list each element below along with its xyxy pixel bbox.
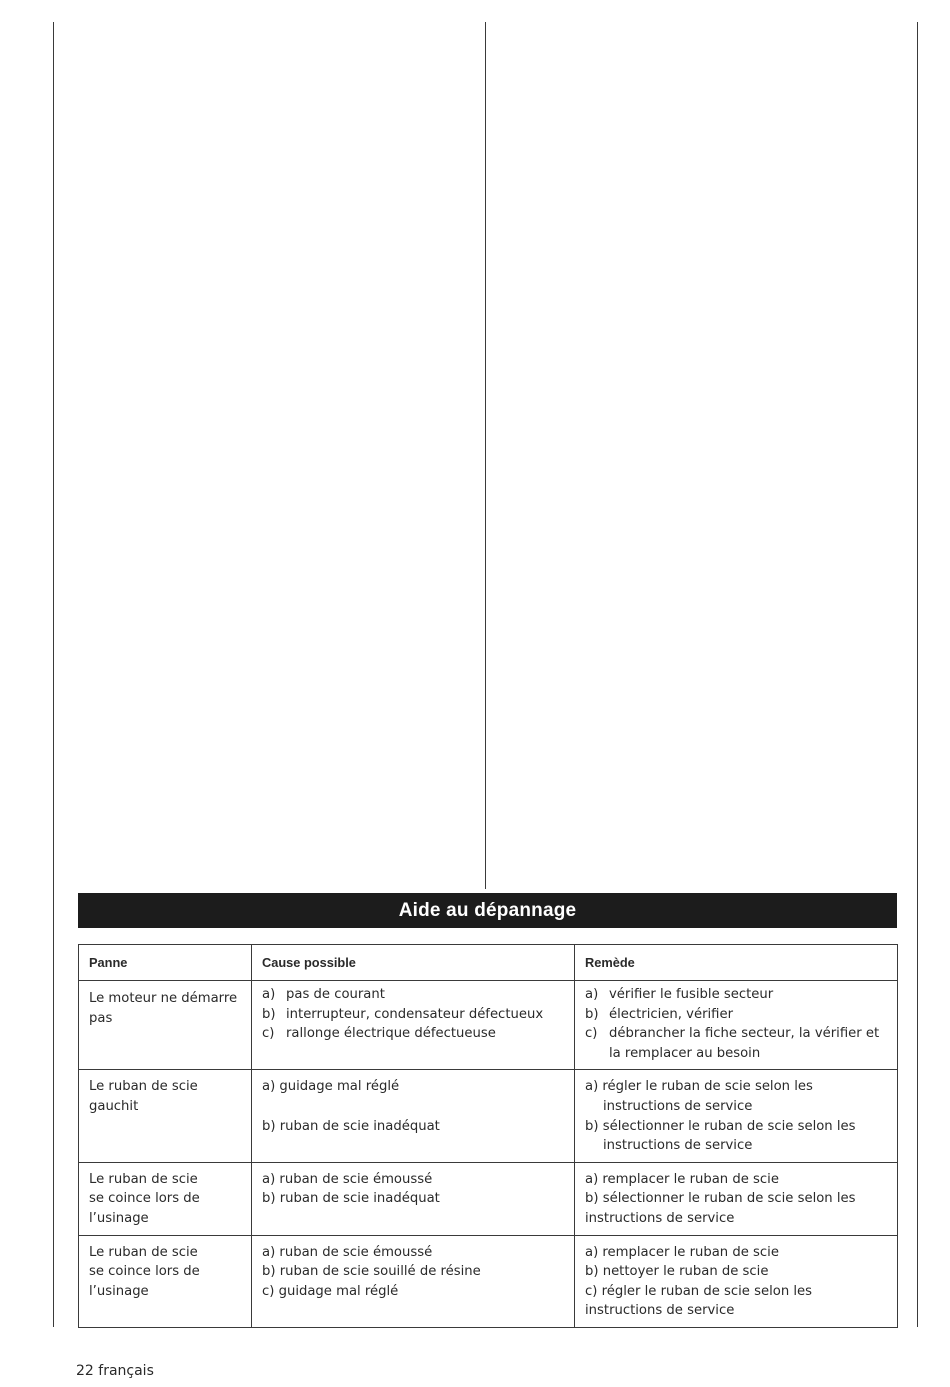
table-row [79, 981, 898, 1070]
cell-line [585, 985, 887, 1005]
cell-line [585, 1005, 887, 1025]
cell-remede [575, 1235, 898, 1327]
cell-line: instructions de service [585, 1210, 735, 1226]
item-text: rallonge électrique défectueuse [286, 1026, 496, 1042]
cell-line [585, 1024, 887, 1044]
item-text: débrancher la fiche secteur, la vérifier et [609, 1026, 880, 1042]
table-row [79, 1162, 898, 1235]
item-text: la remplacer au besoin [609, 1045, 761, 1061]
cell-cause [252, 1235, 575, 1327]
cell-line: instructions de service [603, 1098, 753, 1114]
cell-line: gauchit [89, 1098, 139, 1114]
cell-line: instructions de service [585, 1303, 735, 1319]
cell-panne [79, 1162, 252, 1235]
column-divider-rule [485, 22, 486, 889]
troubleshooting-table [78, 944, 898, 1328]
item-label: a) [585, 987, 599, 1002]
left-margin-rule [53, 22, 54, 1327]
cell-line: b) nettoyer le ruban de scie [585, 1264, 769, 1280]
cell-cause [252, 1162, 575, 1235]
cell-line: se coince lors de [89, 1264, 200, 1280]
cell-line [585, 1044, 887, 1064]
cell-cause [252, 981, 575, 1070]
cell-line: b) ruban de scie inadéquat [262, 1118, 440, 1134]
cell-line: se coince lors de [89, 1191, 200, 1207]
cell-remede [575, 1162, 898, 1235]
cell-line: b) ruban de scie souillé de résine [262, 1264, 481, 1280]
cell-line: c) guidage mal réglé [262, 1283, 399, 1299]
cell-remede [575, 1070, 898, 1162]
cell-line-blank [262, 1097, 564, 1117]
cell-line: Le ruban de scie [89, 1171, 198, 1187]
cell-remede [575, 981, 898, 1070]
cell-line: l’usinage [89, 1283, 149, 1299]
item-text: interrupteur, condensateur défectueux [286, 1006, 544, 1022]
item-label: c) [585, 1026, 598, 1042]
item-label: b) [262, 1006, 276, 1022]
cell-panne [79, 1070, 252, 1162]
item-text: pas de courant [286, 987, 385, 1002]
cell-line: pas [89, 1010, 113, 1026]
header-remede: Remède [575, 945, 898, 981]
table-header-row [79, 945, 898, 981]
item-label: a) [262, 987, 276, 1002]
cell-line: c) régler le ruban de scie selon les [585, 1283, 813, 1299]
cell-line [262, 1005, 564, 1025]
cell-line: instructions de service [603, 1138, 753, 1154]
cell-line: Le moteur ne démarre [89, 991, 238, 1006]
right-margin-rule [917, 22, 918, 1327]
cell-line: a) ruban de scie émoussé [262, 1171, 433, 1187]
cell-line [262, 985, 564, 1005]
page-footer: 22 français [76, 1363, 154, 1379]
item-label: c) [262, 1026, 275, 1042]
cell-line: b) sélectionner le ruban de scie selon les [585, 1118, 856, 1134]
cell-line: a) remplacer le ruban de scie [585, 1244, 779, 1260]
cell-line [262, 1024, 564, 1044]
cell-line: a) remplacer le ruban de scie [585, 1171, 779, 1187]
item-label: b) [585, 1006, 599, 1022]
cell-line: b) ruban de scie inadéquat [262, 1191, 440, 1207]
cell-line: a) guidage mal réglé [262, 1079, 400, 1095]
item-text: vérifier le fusible secteur [609, 987, 774, 1002]
cell-line: Le ruban de scie [89, 1244, 198, 1260]
table-row [79, 1070, 898, 1162]
section-title-banner [78, 893, 897, 928]
item-text: électricien, vérifier [609, 1006, 734, 1022]
cell-line: l’usinage [89, 1210, 149, 1226]
cell-panne [79, 1235, 252, 1327]
cell-line: a) régler le ruban de scie selon les [585, 1079, 813, 1095]
cell-line: b) sélectionner le ruban de scie selon les [585, 1191, 856, 1207]
cell-line: Le ruban de scie [89, 1079, 198, 1095]
table-row [79, 1235, 898, 1327]
header-panne: Panne [79, 945, 252, 981]
cell-cause [252, 1070, 575, 1162]
cell-line: a) ruban de scie émoussé [262, 1244, 433, 1260]
cell-panne [79, 981, 252, 1070]
header-cause: Cause possible [252, 945, 575, 981]
section-title: Aide au dépannage [398, 899, 577, 921]
